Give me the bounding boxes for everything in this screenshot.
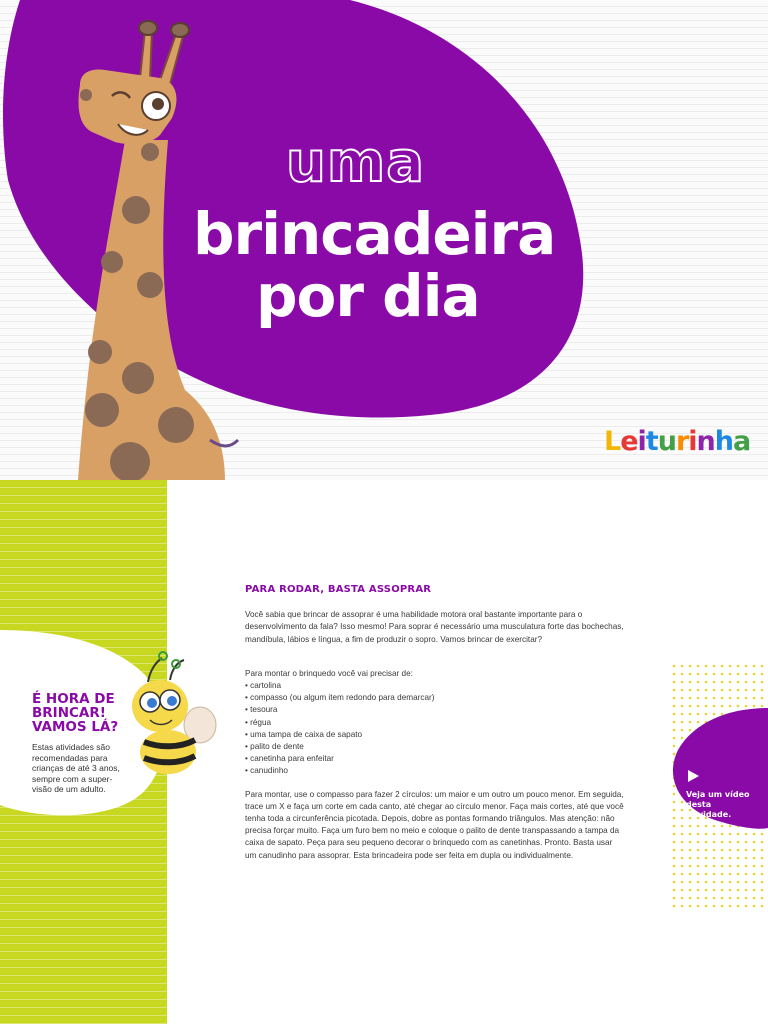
logo-letter: h xyxy=(714,426,734,457)
logo-letter: i xyxy=(688,426,697,457)
sidebar-note: Estas atividades são recomendadas para crianças de até 3 anos, sempre com a super-visão de um adulto. xyxy=(32,742,120,794)
logo-letter: r xyxy=(675,426,689,457)
play-icon[interactable] xyxy=(688,770,699,782)
activity-article xyxy=(245,584,625,862)
materials-list xyxy=(245,680,625,778)
sidebar-heading: É HORA DE BRINCAR! VAMOS LÁ? xyxy=(32,691,119,735)
article-instructions: Para montar, use o compasso para fazer 2 círculos: um maior e um outro um pouco menor. Em seguida, trace um X e faça um corte em cada canto, até chegar ao círculo menor. Faça mais cortes, até que você tenha toda a circunferência picotada. Depois, dobre as pontas formando triângulos. Mas atenção: não precisa forçar muito. Faça um furo bem no meio e coloque o palito de dente transpassando a tampa da caixa de sapato. Peça para seu pequeno decorar o brinquedo com as canetinhas. Pronto. Basta usar um canudinho para assoprar. Esta brincadeira pode ser feita em dupla ou individualmente. xyxy=(245,789,624,860)
title-sub-line: por dia xyxy=(256,262,480,330)
title-main-line: brincadeira xyxy=(193,200,556,268)
logo-letter: t xyxy=(645,426,658,457)
logo-letter: L xyxy=(604,426,621,457)
video-link[interactable]: Veja um vídeo desta atividade. xyxy=(686,790,750,819)
list-item: • régua xyxy=(245,717,272,727)
list-item: • cartolina xyxy=(245,681,282,691)
article-intro: Você sabia que brincar de assoprar é uma habilidade motora oral bastante importante para o desenvolvimento da fala? Isso mesmo! Para soprar é necessário uma musculatura forte das bochechas, mandíbula, lábios e língua, a fim de produzir o sopro. Vamos brincar de exercitar? xyxy=(245,610,624,644)
list-item: • tesoura xyxy=(245,705,278,715)
materials-intro: Para montar o brinquedo você vai precisar de: xyxy=(245,668,413,678)
list-item: • compasso (ou algum item redondo para demarcar) xyxy=(245,693,435,703)
activity-page xyxy=(0,480,768,1024)
logo-letter: a xyxy=(733,426,751,457)
list-item: • canetinha para enfeitar xyxy=(245,754,334,764)
logo-letter: n xyxy=(696,426,715,457)
list-item: • canudinho xyxy=(245,766,288,776)
logo-letter: u xyxy=(657,426,676,457)
list-item: • uma tampa de caixa de sapato xyxy=(245,729,363,739)
cover-page xyxy=(0,0,768,480)
article-title: PARA RODAR, BASTA ASSOPRAR xyxy=(245,584,432,595)
bee-illustration xyxy=(132,652,216,774)
leiturinha-logo xyxy=(604,426,750,457)
logo-letter: e xyxy=(620,426,638,457)
title-outline-text: uma xyxy=(286,130,426,195)
logo-letter: i xyxy=(637,426,646,457)
list-item: • palito de dente xyxy=(245,742,304,752)
